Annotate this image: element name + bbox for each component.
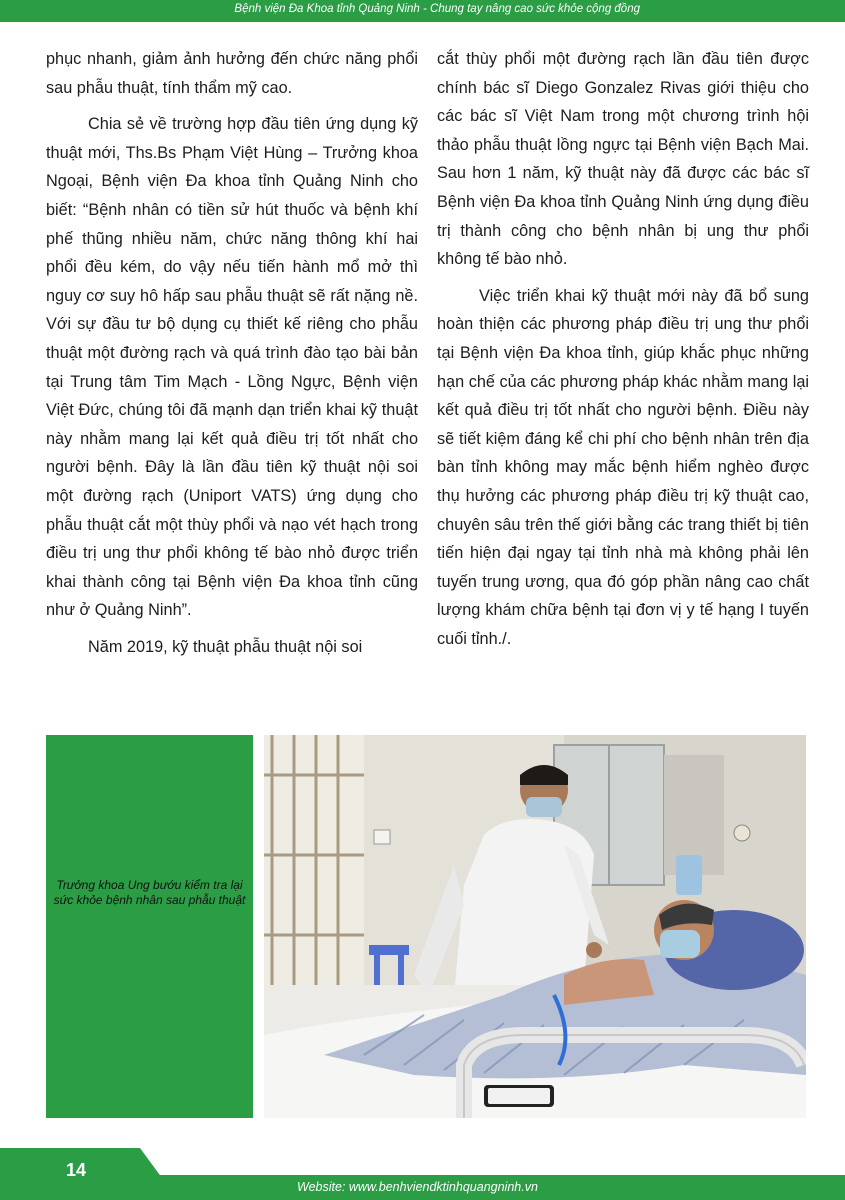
- article-photo: [264, 735, 806, 1118]
- page-number-tab-slope: [140, 1148, 162, 1178]
- paragraph: Năm 2019, kỹ thuật phẫu thuật nội soi: [88, 637, 363, 656]
- photo-caption-box: [46, 735, 253, 1118]
- header-bar: [0, 0, 845, 22]
- paragraph: phục nhanh, giảm ảnh hưởng đến chức năng phổi sau phẫu thuật, tính thẩm mỹ cao.: [46, 50, 418, 97]
- paragraph: cắt thùy phổi một đường rạch lần đầu tiên được chính bác sĩ Diego Gonzalez Rivas giới thiệu cho các bác sĩ Việt Nam trong một chương trình hội thảo phẫu thuật lồng ngực tại Bệnh viện Bạch Mai. Sau hơn 1 năm, kỹ thuật này đã được các bác sĩ Bệnh viện Đa khoa tỉnh Quảng Ninh ứng dụng điều trị thành công cho bệnh nhân bị ung thư phổi không tế bào nhỏ.: [437, 50, 809, 269]
- footer-website: Website: www.benhviendktinhquangninh.vn: [297, 1180, 538, 1194]
- paragraph: Việc triển khai kỹ thuật mới này đã bổ sung hoàn thiện các phương pháp điều trị ung thư phổi tại Bệnh viện Đa khoa tỉnh, giúp khắc phục những hạn chế của các phương pháp khác nhằm mang lại kết quả điều trị tốt nhất cho người bệnh. Điều này sẽ tiết kiệm đáng kể chi phí cho bệnh nhân trên địa bàn tỉnh không may mắc bệnh hiểm nghèo được thụ hưởng các phương pháp điều trị kỹ thuật cao, chuyên sâu trên thế giới bằng các trang thiết bị tiên tiến hiện đại ngay tại tỉnh nhà mà không phải lên tuyến trung ương, qua đó góp phần nâng cao chất lượng khám chữa bệnh tại đơn vị y tế hạng I tuyến cuối tỉnh./.: [437, 286, 809, 648]
- article-right-column: [437, 45, 809, 661]
- doctor-examining-patient-image: [264, 735, 806, 1118]
- article-left-column: [46, 45, 418, 669]
- photo-caption: Trưởng khoa Ung bướu kiểm tra lại sức khỏe bệnh nhân sau phẫu thuật: [53, 878, 246, 907]
- header-tagline: Bệnh viện Đa Khoa tỉnh Quảng Ninh - Chung tay nâng cao sức khỏe cộng đồng: [234, 3, 640, 15]
- paragraph: Chia sẻ về trường hợp đầu tiên ứng dụng kỹ thuật mới, Ths.Bs Phạm Việt Hùng – Trưởng khoa Ngoại, Bệnh viện Đa khoa tỉnh Quảng Ninh cho biết: “Bệnh nhân có tiền sử hút thuốc và bệnh khí phế thũng nhiều năm, chức năng thông khí hai phổi đều kém, do vậy nếu tiến hành mổ mở thì nguy cơ suy hô hấp sau phẫu thuật sẽ rất nặng nề. Với sự đầu tư bộ dụng cụ thiết kế riêng cho phẫu thuật một đường rạch và quá trình đào tạo bài bản tại Trung tâm Tim Mạch - Lồng Ngực, Bệnh viện Việt Đức, chúng tôi đã mạnh dạn triển khai kỹ thuật này nhằm mang lại kết quả điều trị tốt nhất cho người bệnh. Đây là lần đầu tiên kỹ thuật nội soi một đường rạch (Uniport VATS) ứng dụng cho phẫu thuật cắt một thùy phổi và nạo vét hạch trong điều trị ung thư phổi không tế bào nhỏ được triển khai thành công tại Bệnh viện Đa khoa tỉnh cũng như ở Quảng Ninh”.: [46, 115, 418, 620]
- page-number: 14: [66, 1160, 87, 1180]
